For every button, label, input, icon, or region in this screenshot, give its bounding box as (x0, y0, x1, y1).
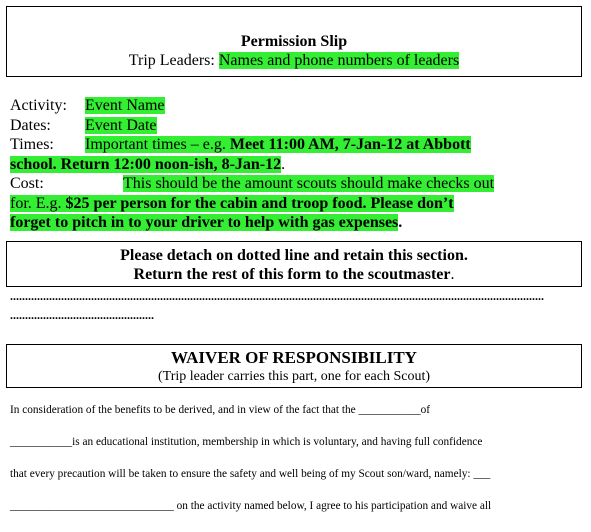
dates-row (10, 116, 585, 136)
waiver-title: WAIVER OF RESPONSIBILITY (171, 348, 417, 367)
dates-value: Event Date (85, 116, 157, 134)
trip-leaders-value: Names and phone numbers of leaders (218, 52, 460, 69)
activity-label: Activity: (10, 97, 67, 114)
waiver-line: In consideration of the benefits to be derived, and in view of the fact that the ___________of (10, 404, 431, 416)
cost-line3-end: . (398, 214, 403, 231)
trip-details (10, 96, 585, 233)
activity-value: Event Name (85, 97, 165, 114)
cost-line2-normal: for. E.g. (10, 194, 66, 212)
times-line1-bold: Meet 11:00 AM, 7-Jan-12 at Abbott (229, 136, 471, 153)
times-row (10, 135, 585, 155)
permission-slip-title: Permission Slip (240, 33, 348, 50)
cost-line3 (10, 214, 398, 231)
cost-row (10, 174, 585, 194)
times-row-2 (10, 155, 585, 175)
detach-line2-wrap (7, 265, 581, 284)
trip-leaders-label: Trip Leaders: (128, 52, 219, 69)
times-line2-bold: school. Return 12:00 noon-ish, 8-Jan-12 (10, 155, 282, 173)
cost-line1: This should be the amount scouts should make checks out (123, 175, 495, 192)
detach-line1: Please detach on dotted line and retain this section. (120, 247, 468, 264)
detach-line2-end: . (450, 266, 455, 283)
dotted-cut-line: .................................................................................................................................................................................. (10, 289, 544, 303)
times-line1 (85, 136, 471, 153)
dates-label: Dates: (10, 116, 51, 134)
trip-leaders-line (7, 51, 581, 70)
times-line1-normal: Important times – e.g. (85, 136, 230, 153)
detach-line2: Return the rest of this form to the scoutmaster (133, 266, 451, 283)
dotted-cut-line-continued: ................................................ (10, 308, 154, 322)
cost-line2 (10, 195, 454, 212)
waiver-line: ___________is an educational institution, membership in which is voluntary, and having full confidence (10, 436, 483, 448)
waiver-line: _____________________________ on the activity named below, I agree to his participation and waive all (10, 500, 492, 512)
permission-slip-header-box (6, 6, 582, 77)
times-line2 (10, 156, 281, 173)
activity-row (10, 96, 585, 116)
detach-instructions-box (6, 241, 582, 287)
cost-row-2 (10, 194, 585, 214)
cost-row-3 (10, 213, 585, 233)
waiver-line: that every precaution will be taken to ensure the safety and well being of my Scout son/ward, namely: ___ (10, 468, 491, 480)
waiver-header-box (6, 344, 582, 388)
times-line2-end: . (281, 155, 286, 173)
cost-line2-bold: $25 per person for the cabin and troop food. Please don’t (65, 194, 454, 212)
cost-line3-bold: forget to pitch in to your driver to help with gas expenses (10, 214, 399, 231)
cost-label: Cost: (10, 175, 44, 192)
times-label: Times: (10, 136, 54, 153)
waiver-body (10, 404, 585, 532)
waiver-subtitle: (Trip leader carries this part, one for each Scout) (158, 369, 430, 384)
